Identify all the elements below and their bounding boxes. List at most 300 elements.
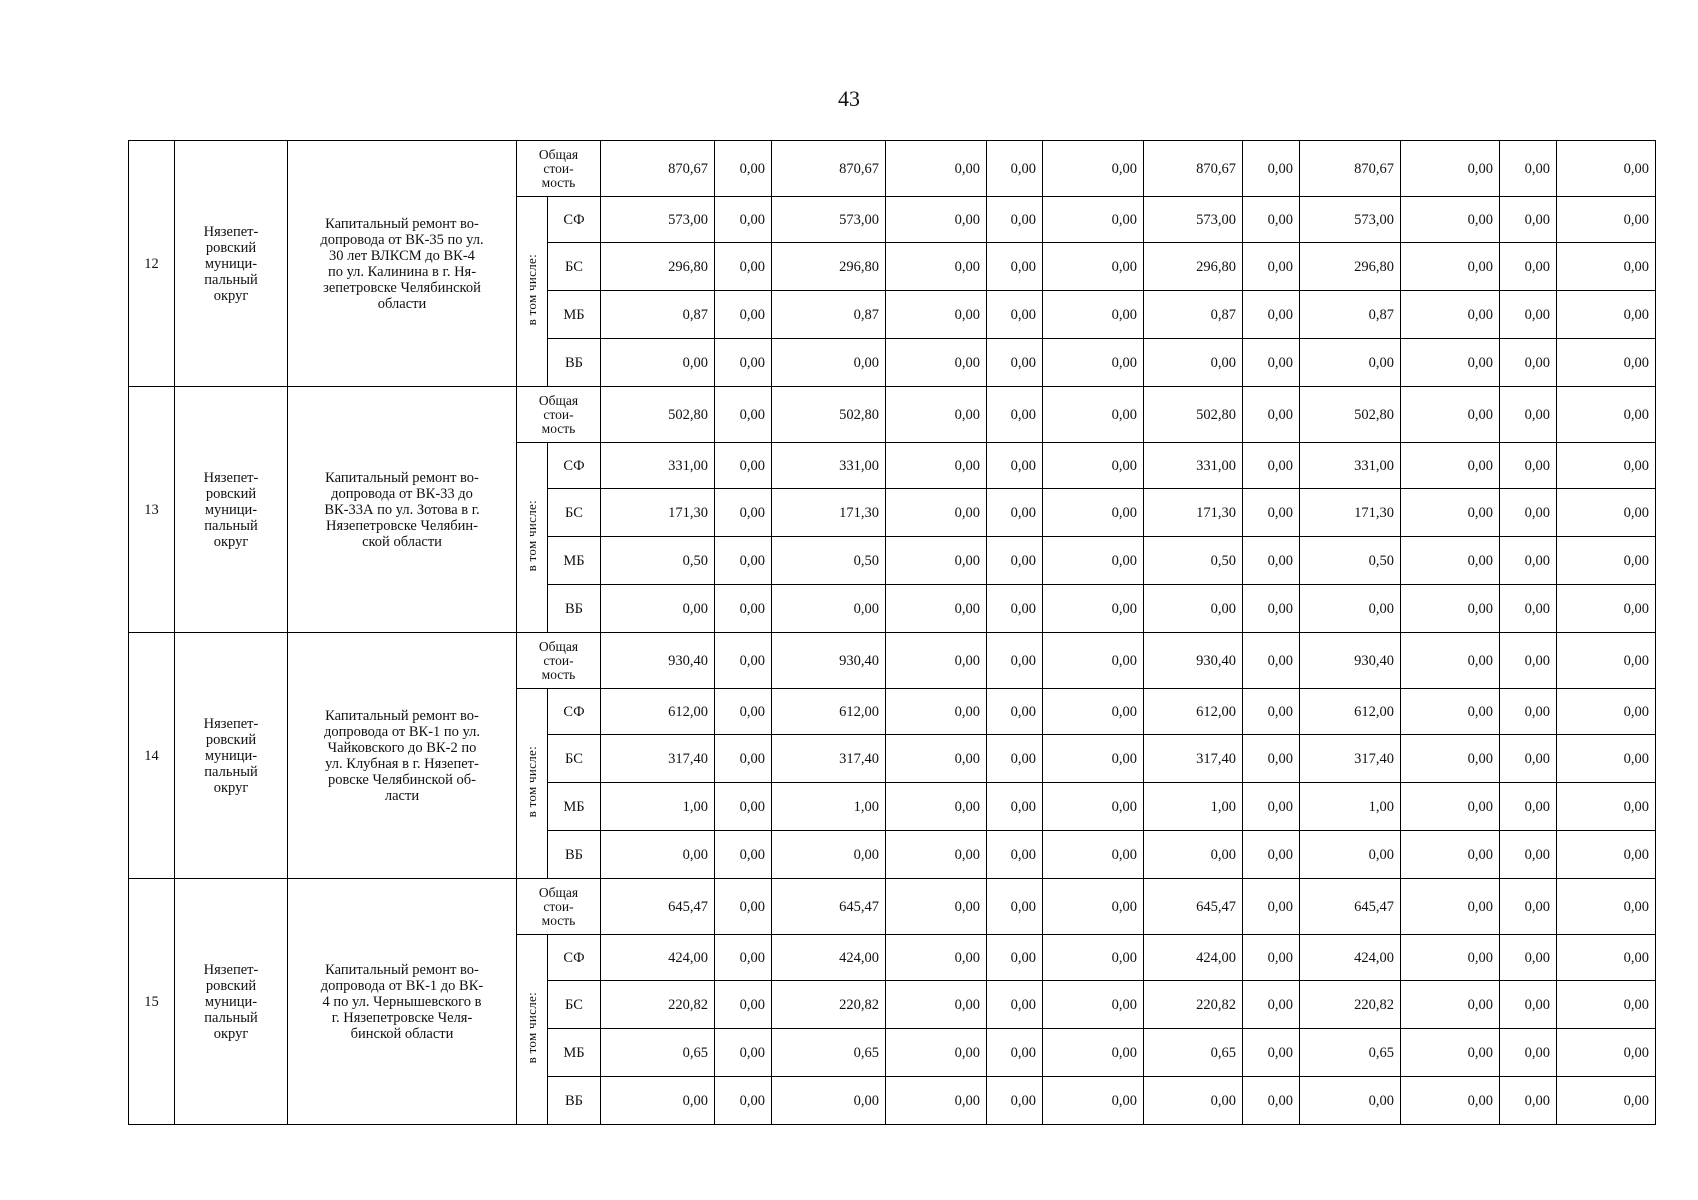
funding-source: МБ — [548, 291, 601, 339]
value-cell: 0,00 — [1500, 291, 1557, 339]
value-cell: 0,00 — [1500, 387, 1557, 443]
description-line: допровода от ВК-1 по ул. — [323, 723, 481, 740]
total-label-line: стои- — [543, 406, 574, 422]
value-cell: 0,00 — [1557, 981, 1656, 1029]
value-cell: 0,00 — [987, 1077, 1043, 1125]
value-cell: 296,80 — [601, 243, 715, 291]
value-cell: 0,00 — [987, 141, 1043, 197]
value-cell: 0,00 — [1043, 981, 1144, 1029]
value-cell: 0,00 — [1500, 141, 1557, 197]
value-cell: 0,00 — [1401, 291, 1500, 339]
value-cell: 0,00 — [1557, 443, 1656, 489]
value-cell: 0,00 — [886, 1077, 987, 1125]
value-cell: 573,00 — [1144, 197, 1243, 243]
value-cell: 645,47 — [1300, 879, 1401, 935]
total-label-line: стои- — [543, 160, 574, 176]
value-cell: 0,00 — [772, 831, 886, 879]
value-cell: 0,00 — [1500, 935, 1557, 981]
value-cell: 0,00 — [1500, 585, 1557, 633]
value-cell: 930,40 — [601, 633, 715, 689]
total-label-line: стои- — [543, 652, 574, 668]
value-cell: 0,00 — [1300, 585, 1401, 633]
municipality-line: муници- — [204, 747, 258, 764]
value-cell: 0,87 — [772, 291, 886, 339]
description-line: допровода от ВК-35 по ул. — [320, 231, 484, 248]
value-cell: 317,40 — [1144, 735, 1243, 783]
value-cell: 0,00 — [1401, 783, 1500, 831]
description-line: допровода от ВК-33 до — [331, 485, 473, 502]
funding-source: БС — [548, 981, 601, 1029]
municipality-line: Нязепет- — [203, 223, 259, 240]
value-cell: 0,00 — [1557, 1077, 1656, 1125]
description-line: ровске Челябинской об- — [328, 771, 476, 788]
budget-table — [128, 140, 1656, 1125]
page-number: 43 — [838, 86, 860, 111]
value-cell: 0,00 — [1401, 197, 1500, 243]
value-cell: 0,00 — [1300, 339, 1401, 387]
description-line: бинской области — [350, 1025, 454, 1042]
value-cell: 0,00 — [1557, 141, 1656, 197]
value-cell: 0,00 — [1043, 291, 1144, 339]
description-line: ской области — [362, 533, 442, 550]
municipality-cell — [175, 633, 288, 879]
value-cell: 0,87 — [601, 291, 715, 339]
municipality-line: округ — [213, 1025, 249, 1042]
value-cell: 930,40 — [1144, 633, 1243, 689]
value-cell: 171,30 — [1300, 489, 1401, 537]
including-label — [517, 689, 548, 879]
value-cell: 0,00 — [1243, 339, 1300, 387]
value-cell: 171,30 — [772, 489, 886, 537]
row-number: 13 — [129, 387, 175, 633]
value-cell: 0,00 — [715, 443, 772, 489]
value-cell: 0,00 — [1557, 831, 1656, 879]
value-cell: 0,00 — [886, 935, 987, 981]
value-cell: 0,00 — [1401, 831, 1500, 879]
value-cell: 0,00 — [1043, 735, 1144, 783]
value-cell: 0,00 — [886, 339, 987, 387]
budget-table-body — [129, 141, 1656, 1125]
value-cell: 424,00 — [1144, 935, 1243, 981]
value-cell: 0,00 — [987, 585, 1043, 633]
including-label-text: в том числе: — [524, 253, 539, 326]
value-cell: 1,00 — [772, 783, 886, 831]
value-cell: 0,00 — [715, 489, 772, 537]
value-cell: 0,00 — [886, 243, 987, 291]
value-cell: 573,00 — [601, 197, 715, 243]
value-cell: 0,00 — [772, 585, 886, 633]
value-cell: 930,40 — [772, 633, 886, 689]
value-cell: 645,47 — [601, 879, 715, 935]
municipality-line: муници- — [204, 993, 258, 1010]
value-cell: 0,87 — [1144, 291, 1243, 339]
value-cell: 0,00 — [1243, 243, 1300, 291]
value-cell: 0,00 — [1500, 537, 1557, 585]
value-cell: 0,00 — [987, 387, 1043, 443]
value-cell: 0,00 — [1557, 633, 1656, 689]
value-cell: 0,00 — [886, 585, 987, 633]
municipality-line: Нязепет- — [203, 715, 259, 732]
total-cost-label — [517, 633, 601, 689]
value-cell: 0,00 — [1043, 1029, 1144, 1077]
funding-source: БС — [548, 489, 601, 537]
value-cell: 0,00 — [1401, 443, 1500, 489]
value-cell: 0,00 — [1043, 243, 1144, 291]
value-cell: 220,82 — [601, 981, 715, 1029]
value-cell: 0,00 — [1401, 981, 1500, 1029]
value-cell: 0,00 — [987, 735, 1043, 783]
table-row-total — [129, 387, 1656, 443]
value-cell: 0,00 — [601, 339, 715, 387]
total-cost-label — [517, 141, 601, 197]
municipality-line: ровский — [205, 977, 257, 994]
value-cell: 0,00 — [987, 291, 1043, 339]
value-cell: 0,00 — [1043, 783, 1144, 831]
value-cell: 0,00 — [1243, 689, 1300, 735]
value-cell: 0,00 — [1557, 291, 1656, 339]
value-cell: 0,00 — [1401, 585, 1500, 633]
value-cell: 612,00 — [772, 689, 886, 735]
value-cell: 0,00 — [987, 489, 1043, 537]
value-cell: 0,00 — [715, 935, 772, 981]
including-label-text: в том числе: — [524, 745, 539, 818]
municipality-line: округ — [213, 533, 249, 550]
value-cell: 0,00 — [1243, 387, 1300, 443]
value-cell: 0,00 — [987, 879, 1043, 935]
description-line: Капитальный ремонт во- — [325, 961, 479, 978]
value-cell: 0,00 — [987, 443, 1043, 489]
value-cell: 0,00 — [1243, 783, 1300, 831]
value-cell: 0,00 — [886, 689, 987, 735]
description-line: Чайковского до ВК-2 по — [327, 739, 477, 756]
municipality-line: ровский — [205, 485, 257, 502]
value-cell: 502,80 — [1300, 387, 1401, 443]
row-number: 15 — [129, 879, 175, 1125]
value-cell: 502,80 — [772, 387, 886, 443]
description-line: ласти — [384, 787, 420, 804]
value-cell: 0,00 — [715, 585, 772, 633]
value-cell: 0,00 — [1401, 1029, 1500, 1077]
value-cell: 0,00 — [987, 981, 1043, 1029]
value-cell: 0,00 — [1243, 141, 1300, 197]
value-cell: 0,00 — [715, 141, 772, 197]
funding-source: ВБ — [548, 1077, 601, 1125]
funding-source: СФ — [548, 689, 601, 735]
value-cell: 0,00 — [1243, 585, 1300, 633]
value-cell: 0,00 — [886, 633, 987, 689]
value-cell: 573,00 — [772, 197, 886, 243]
value-cell: 424,00 — [772, 935, 886, 981]
value-cell: 573,00 — [1300, 197, 1401, 243]
value-cell: 0,00 — [1500, 1077, 1557, 1125]
value-cell: 331,00 — [1300, 443, 1401, 489]
value-cell: 0,00 — [1557, 537, 1656, 585]
value-cell: 0,00 — [1243, 831, 1300, 879]
funding-source: БС — [548, 243, 601, 291]
value-cell: 0,50 — [772, 537, 886, 585]
value-cell: 870,67 — [601, 141, 715, 197]
municipality-line: округ — [213, 287, 249, 304]
value-cell: 0,00 — [987, 339, 1043, 387]
municipality-line: муници- — [204, 501, 258, 518]
value-cell: 0,00 — [1557, 689, 1656, 735]
funding-source: СФ — [548, 935, 601, 981]
description-line: Капитальный ремонт во- — [325, 215, 479, 232]
value-cell: 0,00 — [1243, 197, 1300, 243]
total-cost-label — [517, 387, 601, 443]
value-cell: 0,00 — [601, 831, 715, 879]
value-cell: 0,00 — [1401, 935, 1500, 981]
total-label-line: стои- — [543, 898, 574, 914]
value-cell: 0,00 — [886, 783, 987, 831]
value-cell: 0,00 — [715, 831, 772, 879]
value-cell: 0,65 — [601, 1029, 715, 1077]
value-cell: 0,00 — [1557, 879, 1656, 935]
value-cell: 0,00 — [1243, 981, 1300, 1029]
value-cell: 0,00 — [1401, 243, 1500, 291]
including-label — [517, 935, 548, 1125]
value-cell: 0,00 — [601, 1077, 715, 1125]
including-label — [517, 443, 548, 633]
value-cell: 0,00 — [886, 443, 987, 489]
value-cell: 870,67 — [1144, 141, 1243, 197]
value-cell: 296,80 — [1300, 243, 1401, 291]
value-cell: 930,40 — [1300, 633, 1401, 689]
value-cell: 220,82 — [1300, 981, 1401, 1029]
value-cell: 0,00 — [1144, 1077, 1243, 1125]
value-cell: 0,87 — [1300, 291, 1401, 339]
value-cell: 0,00 — [1243, 633, 1300, 689]
value-cell: 0,00 — [1043, 585, 1144, 633]
value-cell: 0,00 — [1243, 935, 1300, 981]
value-cell: 0,00 — [715, 387, 772, 443]
value-cell: 0,00 — [1144, 585, 1243, 633]
value-cell: 0,00 — [1557, 1029, 1656, 1077]
value-cell: 0,00 — [1401, 387, 1500, 443]
value-cell: 0,00 — [987, 537, 1043, 585]
value-cell: 0,00 — [1144, 831, 1243, 879]
description-line: Капитальный ремонт во- — [325, 469, 479, 486]
value-cell: 0,00 — [772, 1077, 886, 1125]
value-cell: 424,00 — [1300, 935, 1401, 981]
value-cell: 0,00 — [1043, 935, 1144, 981]
project-description — [288, 141, 517, 387]
value-cell: 612,00 — [1300, 689, 1401, 735]
value-cell: 0,00 — [1043, 443, 1144, 489]
value-cell: 0,00 — [1043, 633, 1144, 689]
description-line: ул. Клубная в г. Нязепет- — [325, 755, 479, 772]
value-cell: 0,00 — [1243, 1029, 1300, 1077]
total-label-line: Общая — [538, 884, 579, 900]
value-cell: 0,00 — [1243, 489, 1300, 537]
value-cell: 0,00 — [1401, 141, 1500, 197]
value-cell: 0,00 — [1500, 443, 1557, 489]
value-cell: 870,67 — [772, 141, 886, 197]
funding-source: СФ — [548, 443, 601, 489]
value-cell: 0,50 — [601, 537, 715, 585]
description-line: ВК-33А по ул. Зотова в г. — [324, 501, 480, 518]
value-cell: 0,65 — [772, 1029, 886, 1077]
value-cell: 612,00 — [1144, 689, 1243, 735]
value-cell: 296,80 — [1144, 243, 1243, 291]
value-cell: 0,00 — [1401, 339, 1500, 387]
value-cell: 317,40 — [601, 735, 715, 783]
value-cell: 0,00 — [886, 291, 987, 339]
value-cell: 0,00 — [1300, 831, 1401, 879]
value-cell: 0,00 — [601, 585, 715, 633]
value-cell: 171,30 — [601, 489, 715, 537]
total-label-line: Общая — [538, 146, 579, 162]
total-label-line: Общая — [538, 638, 579, 654]
value-cell: 0,00 — [1043, 197, 1144, 243]
value-cell: 0,00 — [1043, 879, 1144, 935]
value-cell: 645,47 — [1144, 879, 1243, 935]
value-cell: 0,00 — [1557, 197, 1656, 243]
table-row-total — [129, 141, 1656, 197]
value-cell: 0,00 — [1043, 339, 1144, 387]
value-cell: 0,00 — [715, 879, 772, 935]
value-cell: 1,00 — [1144, 783, 1243, 831]
value-cell: 0,00 — [772, 339, 886, 387]
project-description — [288, 879, 517, 1125]
value-cell: 0,00 — [1500, 633, 1557, 689]
municipality-line: пальный — [204, 517, 258, 534]
value-cell: 0,00 — [886, 981, 987, 1029]
description-line: Нязепетровске Челябин- — [326, 517, 478, 534]
value-cell: 0,00 — [1243, 291, 1300, 339]
value-cell: 0,00 — [886, 879, 987, 935]
value-cell: 0,00 — [1043, 1077, 1144, 1125]
municipality-cell — [175, 879, 288, 1125]
municipality-line: ровский — [205, 731, 257, 748]
description-line: 4 по ул. Чернышевского в — [322, 993, 482, 1010]
value-cell: 0,00 — [886, 141, 987, 197]
value-cell: 0,00 — [1243, 735, 1300, 783]
value-cell: 0,00 — [715, 689, 772, 735]
value-cell: 0,00 — [1557, 243, 1656, 291]
description-line: зепетровске Челябинской — [323, 279, 481, 296]
municipality-line: ровский — [205, 239, 257, 256]
value-cell: 612,00 — [601, 689, 715, 735]
value-cell: 0,00 — [1043, 831, 1144, 879]
value-cell: 424,00 — [601, 935, 715, 981]
value-cell: 0,00 — [715, 197, 772, 243]
value-cell: 0,00 — [1557, 783, 1656, 831]
value-cell: 0,00 — [1144, 339, 1243, 387]
value-cell: 0,00 — [1500, 1029, 1557, 1077]
value-cell: 0,00 — [1500, 489, 1557, 537]
value-cell: 0,00 — [1557, 935, 1656, 981]
value-cell: 0,00 — [715, 339, 772, 387]
value-cell: 502,80 — [1144, 387, 1243, 443]
including-label-text: в том числе: — [524, 499, 539, 572]
value-cell: 0,00 — [715, 783, 772, 831]
municipality-line: Нязепет- — [203, 469, 259, 486]
value-cell: 0,00 — [987, 831, 1043, 879]
value-cell: 0,00 — [1500, 197, 1557, 243]
value-cell: 0,00 — [1500, 735, 1557, 783]
total-label-line: мость — [541, 174, 576, 190]
total-label-line: мость — [541, 912, 576, 928]
funding-source: ВБ — [548, 831, 601, 879]
value-cell: 0,00 — [1500, 831, 1557, 879]
value-cell: 0,00 — [1500, 339, 1557, 387]
municipality-cell — [175, 141, 288, 387]
value-cell: 0,00 — [1401, 689, 1500, 735]
value-cell: 0,00 — [987, 935, 1043, 981]
value-cell: 0,00 — [1500, 783, 1557, 831]
value-cell: 0,00 — [1243, 879, 1300, 935]
funding-source: БС — [548, 735, 601, 783]
total-label-line: Общая — [538, 392, 579, 408]
value-cell: 0,00 — [1500, 879, 1557, 935]
value-cell: 0,00 — [715, 735, 772, 783]
municipality-line: пальный — [204, 763, 258, 780]
value-cell: 0,50 — [1300, 537, 1401, 585]
value-cell: 0,00 — [1300, 1077, 1401, 1125]
value-cell: 0,00 — [1043, 689, 1144, 735]
funding-source: ВБ — [548, 339, 601, 387]
value-cell: 0,00 — [987, 783, 1043, 831]
including-label-text: в том числе: — [524, 991, 539, 1064]
value-cell: 0,00 — [987, 689, 1043, 735]
value-cell: 0,00 — [1401, 489, 1500, 537]
municipality-cell — [175, 387, 288, 633]
value-cell: 0,00 — [1401, 735, 1500, 783]
table-row-total — [129, 879, 1656, 935]
value-cell: 870,67 — [1300, 141, 1401, 197]
value-cell: 0,00 — [1401, 537, 1500, 585]
total-label-line: мость — [541, 666, 576, 682]
table-row-total — [129, 633, 1656, 689]
description-line: допровода от ВК-1 до ВК- — [320, 977, 484, 994]
description-line: по ул. Калинина в г. Ня- — [327, 263, 477, 280]
municipality-line: пальный — [204, 271, 258, 288]
value-cell: 220,82 — [772, 981, 886, 1029]
value-cell: 0,00 — [886, 489, 987, 537]
value-cell: 0,00 — [1043, 141, 1144, 197]
row-number: 14 — [129, 633, 175, 879]
value-cell: 0,00 — [1557, 489, 1656, 537]
value-cell: 0,00 — [1401, 879, 1500, 935]
project-description — [288, 387, 517, 633]
total-label-line: мость — [541, 420, 576, 436]
row-number: 12 — [129, 141, 175, 387]
value-cell: 0,00 — [715, 291, 772, 339]
municipality-line: округ — [213, 779, 249, 796]
value-cell: 331,00 — [601, 443, 715, 489]
value-cell: 0,00 — [886, 197, 987, 243]
value-cell: 0,00 — [1043, 387, 1144, 443]
description-line: Капитальный ремонт во- — [325, 707, 479, 724]
project-description — [288, 633, 517, 879]
value-cell: 0,00 — [1401, 633, 1500, 689]
description-line: г. Нязепетровске Челя- — [331, 1009, 473, 1026]
funding-source: СФ — [548, 197, 601, 243]
value-cell: 0,00 — [886, 387, 987, 443]
description-line: 30 лет ВЛКСМ до ВК-4 — [329, 247, 475, 264]
funding-source: ВБ — [548, 585, 601, 633]
value-cell: 1,00 — [1300, 783, 1401, 831]
value-cell: 317,40 — [772, 735, 886, 783]
value-cell: 0,00 — [886, 1029, 987, 1077]
value-cell: 0,00 — [715, 633, 772, 689]
value-cell: 0,00 — [715, 537, 772, 585]
total-cost-label — [517, 879, 601, 935]
value-cell: 0,00 — [1557, 585, 1656, 633]
value-cell: 0,00 — [715, 1029, 772, 1077]
including-label — [517, 197, 548, 387]
